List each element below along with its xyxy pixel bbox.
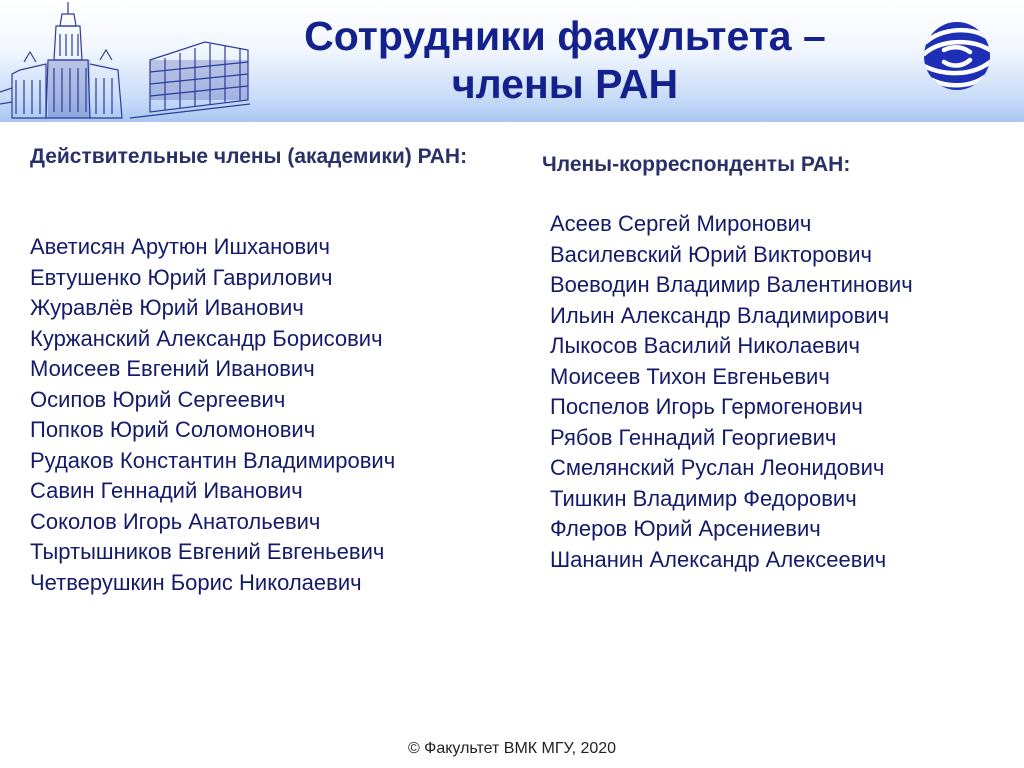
corresponding-members-heading: Члены-корреспонденты РАН:: [542, 153, 851, 176]
list-item: Журавлёв Юрий Иванович: [30, 295, 304, 320]
academicians-heading: Действительные члены (академики) РАН:: [30, 145, 468, 168]
list-item: Лыкосов Василий Николаевич: [550, 333, 860, 358]
list-item: Асеев Сергей Миронович: [550, 211, 812, 236]
list-item: Осипов Юрий Сергеевич: [30, 386, 286, 412]
list-item: Смелянский Руслан Леонидович: [550, 455, 885, 480]
list-item: Четверушкин Борис Николаевич: [30, 569, 362, 595]
list-item: Ильин Александр Владимирович: [550, 302, 890, 328]
list-item: Рябов Геннадий Георгиевич: [550, 424, 837, 450]
list-item: Савин Геннадий Иванович: [30, 478, 303, 503]
list-item: Василевский Юрий Викторович: [550, 241, 872, 267]
slide-title: Сотрудники факультета – члены РАН: [304, 13, 826, 107]
academicians-list: [30, 232, 520, 598]
list-item: Шананин Александр Алексеевич: [550, 546, 887, 572]
list-item: Куржанский Александр Борисович: [30, 325, 383, 351]
list-item: Моисеев Тихон Евгеньевич: [550, 363, 830, 389]
cmc-faculty-logo: [922, 20, 992, 92]
list-item: Попков Юрий Соломонович: [30, 417, 316, 442]
list-item: Аветисян Арутюн Ишханович: [30, 234, 330, 259]
list-item: Евтушенко Юрий Гаврилович: [30, 264, 333, 290]
list-item: Поспелов Игорь Гермогенович: [550, 394, 863, 419]
university-buildings-illustration: [0, 0, 250, 122]
corresponding-members-list: [550, 209, 1010, 575]
list-item: Рудаков Константин Владимирович: [30, 447, 396, 473]
list-item: Воеводин Владимир Валентинович: [550, 272, 913, 297]
slide-header: [0, 0, 1024, 122]
list-item: Тишкин Владимир Федорович: [550, 485, 857, 511]
copyright-footer: © Факультет ВМК МГУ, 2020: [407, 740, 617, 757]
list-item: Соколов Игорь Анатольевич: [30, 508, 321, 534]
list-item: Флеров Юрий Арсениевич: [550, 516, 821, 541]
list-item: Тыртышников Евгений Евгеньевич: [30, 539, 385, 564]
list-item: Моисеев Евгений Иванович: [30, 356, 315, 381]
